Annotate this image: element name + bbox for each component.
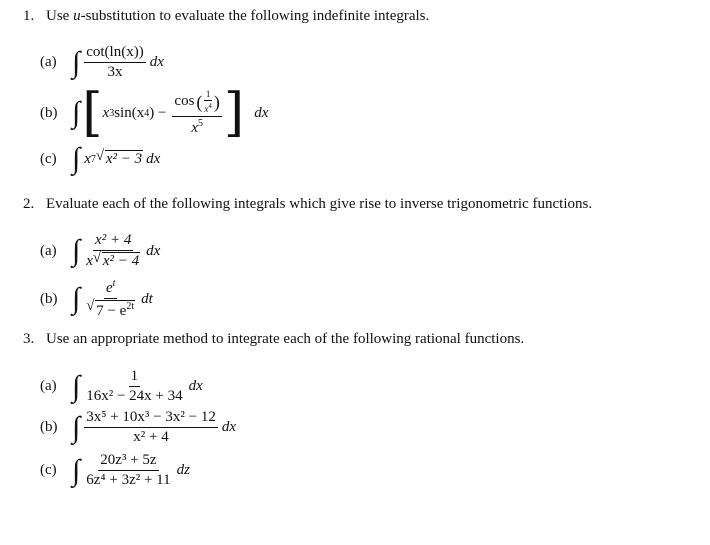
radicand-exp: 2t (126, 301, 135, 313)
den-exp: 5 (197, 117, 203, 129)
right-paren: ) (213, 91, 220, 112)
fraction (84, 368, 184, 406)
sin-term-end: ) − (149, 104, 167, 121)
differential: dx (146, 150, 161, 167)
integral-sign: ∫ (72, 45, 81, 79)
part-label: (b) (40, 104, 58, 121)
integral-sign: ∫ (72, 96, 81, 129)
term-exponent: 3 (109, 107, 115, 119)
denominator: 3x (107, 64, 123, 81)
integral-sign: ∫ (72, 142, 81, 175)
problem-number: 2. (23, 196, 35, 212)
numerator: 3x⁵ + 10x³ − 3x² − 12 (84, 409, 218, 428)
problem-1-header (23, 8, 429, 25)
fraction (84, 232, 142, 271)
radicand (95, 300, 135, 320)
term-base: x (84, 150, 91, 167)
sin-term: sin(x (114, 104, 145, 121)
denominator (84, 251, 142, 270)
differential: dx (254, 104, 269, 121)
integral-sign: ∫ (72, 453, 81, 487)
numerator: 20z³ + 5z (98, 452, 158, 471)
square-root (93, 252, 140, 270)
radicand-base: 7 − e (96, 303, 127, 320)
term-exponent: 7 (90, 153, 96, 165)
numerator (104, 278, 117, 299)
problem-text: Use an appropriate method to integrate each of the following rational functions. (46, 331, 525, 347)
differential: dz (176, 462, 190, 479)
problem-3c (40, 452, 190, 490)
radical-sign-icon: √ (92, 250, 102, 267)
den-factor: x (86, 252, 93, 269)
numerator: cot(ln(x)) (84, 44, 145, 63)
term-base: x (102, 104, 110, 121)
problem-3b (40, 409, 236, 447)
numerator (172, 89, 222, 117)
problem-1a (40, 44, 164, 82)
inner-den-exp: 4 (208, 102, 212, 111)
fraction (84, 452, 172, 490)
right-bracket: ] (223, 83, 245, 143)
inner-den-base: x (204, 104, 209, 115)
problem-2b (40, 278, 153, 321)
part-label: (a) (40, 54, 57, 71)
part-label: (a) (40, 378, 57, 395)
problem-1b (40, 83, 269, 143)
num-base: e (105, 280, 113, 296)
square-root (96, 150, 143, 168)
problem-3a (40, 368, 203, 406)
integral-sign: ∫ (72, 234, 81, 268)
radicand: x² − 3 (105, 151, 143, 167)
denominator (84, 299, 137, 320)
inner-numerator: 1 (204, 89, 213, 101)
differential: dt (141, 290, 153, 307)
problem-number: 3. (23, 331, 35, 347)
fraction (84, 44, 145, 82)
part-label: (c) (40, 462, 57, 479)
problem-2-header (23, 196, 592, 213)
square-root (86, 300, 135, 320)
problem-2a (40, 232, 160, 271)
part-label: (c) (40, 150, 57, 167)
sin-exponent: 4 (144, 107, 150, 119)
left-bracket: [ (82, 83, 103, 143)
integral-sign: ∫ (72, 369, 81, 403)
den-base: x (191, 119, 198, 136)
inner-fraction (202, 89, 214, 115)
left-paren: ( (196, 91, 203, 112)
numerator: x² + 4 (93, 232, 133, 251)
problem-variable: u (73, 8, 81, 24)
denominator (189, 117, 205, 137)
differential: dx (221, 419, 236, 436)
problem-text: Evaluate each of the following integrals which give rise to inverse trigonometric functions. (46, 196, 593, 212)
numerator: 1 (129, 368, 141, 387)
inner-denominator (202, 101, 214, 114)
radical-sign-icon: √ (95, 148, 105, 164)
differential: dx (188, 378, 203, 395)
part-label: (a) (40, 242, 57, 259)
differential: dx (149, 54, 164, 71)
denominator: 6z⁴ + 3z² + 11 (86, 472, 171, 489)
problem-3-header (23, 331, 524, 348)
fraction (172, 89, 222, 137)
differential: dx (146, 242, 161, 259)
problem-number: 1. (23, 8, 35, 24)
radical-sign-icon: √ (86, 298, 95, 315)
part-label: (b) (40, 419, 58, 436)
problem-1c (40, 144, 160, 174)
integral-sign: ∫ (72, 282, 81, 316)
denominator: 16x² − 24x + 34 (86, 388, 183, 405)
part-label: (b) (40, 290, 58, 307)
fraction (84, 409, 218, 447)
radicand: x² − 4 (102, 253, 140, 270)
problem-text: Use (46, 8, 74, 24)
cos-label: cos (174, 93, 195, 110)
integral-sign: ∫ (72, 410, 81, 444)
problem-text-rest: -substitution to evaluate the following indefinite integrals. (80, 8, 430, 24)
num-exp: t (112, 278, 116, 289)
fraction (84, 278, 137, 321)
denominator: x² + 4 (133, 429, 169, 446)
